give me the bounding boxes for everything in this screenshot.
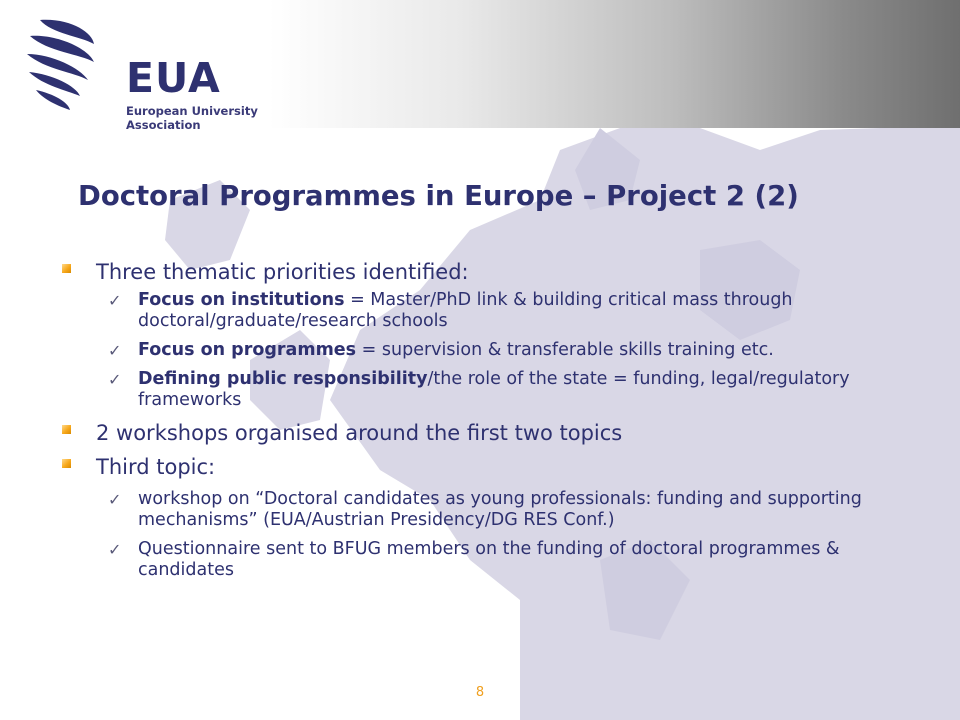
bullet-text: 2 workshops organised around the first two topics (96, 421, 623, 445)
globe-icon (22, 14, 102, 114)
sub-item-bold: Defining public responsibility (138, 369, 428, 389)
sub-item-text: workshop on “Doctoral candidates as young professionals: funding and supporting mechanisms” (EUA/Austrian Presidency/DG RES Conf.) (138, 489, 862, 530)
sub-item-text: Questionnaire sent to BFUG members on the funding of doctoral programmes & candidates (138, 539, 840, 580)
sub-item-institutions (60, 290, 920, 332)
checkmark-icon: ✓ (108, 341, 122, 360)
sub-item-questionnaire (60, 539, 920, 581)
logo-abbreviation: EUA (126, 54, 221, 102)
bullet-text: Third topic: (96, 455, 216, 479)
sub-item-workshop (60, 489, 920, 531)
checkmark-icon: ✓ (108, 291, 122, 310)
bullet-workshops (60, 419, 920, 447)
bullet-marker-icon (62, 264, 71, 273)
sub-item-text: /the role of the state = funding, legal/regulatory frameworks (138, 369, 850, 410)
checkmark-icon: ✓ (108, 490, 122, 509)
sub-item-bold: Focus on programmes (138, 340, 357, 360)
slide-content (60, 258, 920, 581)
sub-item-programmes (60, 340, 920, 361)
bullet-text: Three thematic priorities identified: (96, 260, 469, 284)
bullet-thematic-priorities (60, 258, 920, 286)
checkmark-icon: ✓ (108, 370, 122, 389)
page-number: 8 (475, 685, 485, 700)
sub-item-text: = supervision & transferable skills training etc. (356, 340, 774, 360)
sub-item-public-responsibility (60, 369, 920, 411)
bullet-third-topic (60, 453, 920, 481)
sub-item-bold: Focus on institutions (138, 290, 345, 310)
checkmark-icon: ✓ (108, 540, 122, 559)
logo-full-name: European University Association (126, 104, 258, 132)
slide-title: Doctoral Programmes in Europe – Project 2 (2) (78, 180, 799, 212)
eua-logo (22, 14, 302, 132)
bullet-marker-icon (62, 425, 71, 434)
sub-item-text: = Master/PhD link & building critical mass through doctoral/graduate/research schools (138, 290, 793, 331)
bullet-marker-icon (62, 459, 71, 468)
